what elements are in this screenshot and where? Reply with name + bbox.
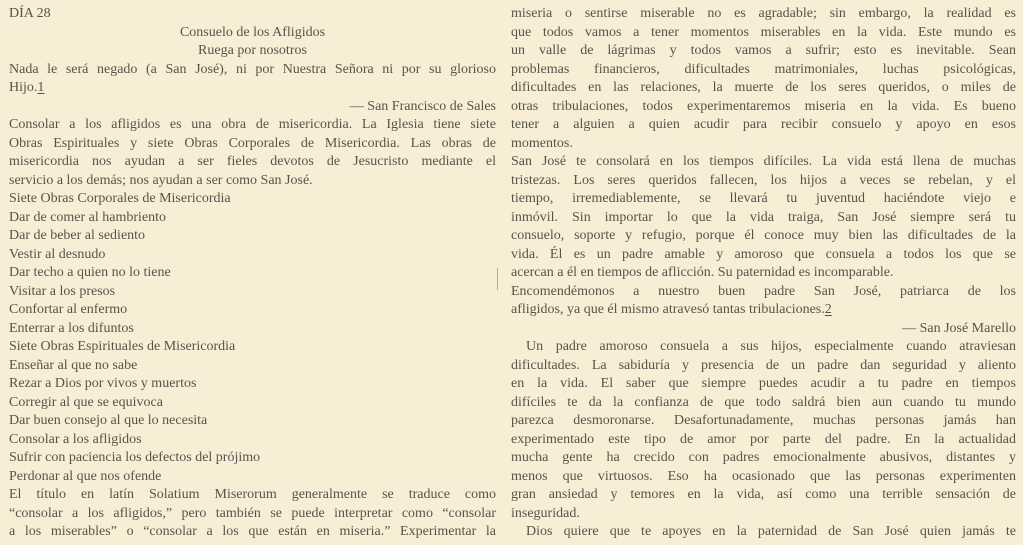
- line-body: misericordia nos ayudan a ser fieles devotos de Jesucristo mediante el: [9, 154, 496, 169]
- line-quote: Hijo.1: [9, 80, 45, 95]
- line-list-item: Confortar al enfermo: [9, 302, 128, 317]
- line-body: que todos vamos a tener momentos miserables en la vida. Este mundo es: [511, 24, 1016, 40]
- line-body: a los miserables” o “consolar a los que están en miseria.” Experimentar la: [9, 524, 496, 539]
- line-body: tiempo, irremediablemente, se llevará tu juventud haciéndote viejo e: [511, 191, 1016, 206]
- line-body: acercan a él en tiempos de aflicción. Su paternidad es incomparable.: [511, 265, 894, 280]
- line-list-item: Enseñar al que no sabe: [9, 357, 138, 373]
- line-list-item: Consolar a los afligidos: [9, 431, 142, 447]
- line-body: vida. Él es un padre amable y amoroso que consuela a todos los que se: [511, 246, 1016, 262]
- line-body: Dios quiere que te apoyes en la paternidad de San José quien jamás te: [526, 524, 1016, 539]
- line-list-item: Dar buen consejo al que lo necesita: [9, 413, 208, 428]
- text-cursor: [497, 268, 498, 290]
- line-list-item: Dar de comer al hambriento: [9, 209, 167, 225]
- line-body: otras tribulaciones, todos experimentaremos miseria en la vida. Es bueno: [511, 98, 1016, 114]
- line-body: dificultades en las relaciones, la muerte de los seres queridos, o miles de: [511, 80, 1016, 95]
- line-body: Un padre amoroso consuela a sus hijos, especialmente cuando atraviesan: [526, 339, 1016, 354]
- line-attribution: — San José Marello: [902, 320, 1016, 336]
- line-body: parezca desmoronarse. Desafortunadamente, muchas personas jamás han: [511, 413, 1016, 428]
- line-body: “consolar a los afligidos,” pero también se puede interpretar como “consolar: [9, 505, 496, 521]
- line-list-item: Enterrar a los difuntos: [9, 320, 134, 336]
- footnote-ref[interactable]: 1: [37, 80, 45, 95]
- line-list-item: Dar techo a quien no lo tiene: [9, 265, 171, 280]
- line-body: consuelo, soporte y refugio, porque él conoce muy bien las dificultades de la: [511, 228, 1016, 243]
- line-list-item: Vestir al desnudo: [9, 246, 106, 262]
- line-list-item: Sufrir con paciencia los defectos del prójimo: [9, 450, 261, 465]
- footnote-ref[interactable]: 2: [824, 302, 832, 317]
- line-list-header: Siete Obras Corporales de Misericordia: [9, 191, 231, 206]
- line-body: un valle de lágrimas y todos vamos a sufrir; esto es inevitable. Sean: [511, 43, 1016, 58]
- line-body: tristezas. Los seres queridos fallecen, los hijos a veces se rebelan, y el: [511, 172, 1016, 188]
- line-body: inseguridad.: [511, 505, 580, 521]
- line-body: menos que virtuosos. Eso ha ocasionado que las personas experimenten: [511, 468, 1016, 484]
- line-body: tener a alguien a quien acudir para recibir consuelo y apoyo en esos: [511, 117, 1016, 132]
- line-body: afligidos, ya que él mismo atravesó tantas tribulaciones.2: [511, 302, 832, 317]
- line-list-item: Dar de beber al sediento: [9, 228, 146, 243]
- line-body: momentos.: [511, 135, 573, 151]
- line-list-item: Corregir al que se equivoca: [9, 394, 163, 410]
- line-body: El título en latín Solatium Miserorum generalmente se traduce como: [9, 487, 496, 502]
- line-body: servicio a los demás; nos ayudan a ser como San José.: [9, 172, 313, 188]
- line-title: Consuelo de los Afligidos: [179, 24, 326, 40]
- line-body: Encomendémonos a nuestro buen padre San José, patriarca de los: [511, 283, 1016, 299]
- line-list-header: Siete Obras Espirituales de Misericordia: [9, 339, 236, 354]
- left-column: [9, 5, 496, 542]
- right-column: [511, 5, 1016, 542]
- line-body: miseria o sentirse miserable no es agradable; sin embargo, la realidad es: [511, 6, 1016, 21]
- line-body: dificultades. La sabiduría y presencia de un padre dan seguridad y aliento: [511, 357, 1016, 373]
- line-body: experimentado este tipo de amor por parte del padre. En la actualidad: [511, 431, 1016, 447]
- line-body: Obras Espirituales y siete Obras Corporales de Misericordia. Las obras de: [9, 135, 496, 151]
- line-list-item: Rezar a Dios por vivos y muertos: [9, 376, 197, 391]
- line-body: difíciles te da la confianza de que todo saldrá bien aun cuando tu mundo: [511, 394, 1016, 410]
- line-body: inmóvil. Sin importar lo que la vida traiga, San José siempre será tu: [511, 209, 1016, 225]
- line-body: problemas financieros, dificultades matrimoniales, luchas psicológicas,: [511, 61, 1016, 77]
- line-body: San José te consolará en los tiempos difíciles. La vida está llena de muchas: [511, 154, 1016, 169]
- line-list-item: Perdonar al que nos ofende: [9, 468, 162, 484]
- line-body: en la vida. El saber que siempre puedes acudir a tu padre en tiempos: [511, 376, 1016, 391]
- line-body: mucha gente ha crecido con padres emocionalmente abusivos, distantes y: [511, 450, 1016, 465]
- line-subtitle: Ruega por nosotros: [198, 43, 307, 58]
- line-day-heading: DÍA 28: [9, 6, 51, 21]
- line-body: Consolar a los afligidos es una obra de misericordia. La Iglesia tiene siete: [9, 117, 496, 132]
- line-attribution: — San Francisco de Sales: [349, 98, 496, 114]
- line-body: gran ansiedad y temores en la vida, así como una terrible sensación de: [511, 487, 1016, 502]
- line-list-item: Visitar a los presos: [9, 283, 116, 299]
- line-quote: Nada le será negado (a San José), ni por Nuestra Señora ni por su glorioso: [9, 61, 496, 77]
